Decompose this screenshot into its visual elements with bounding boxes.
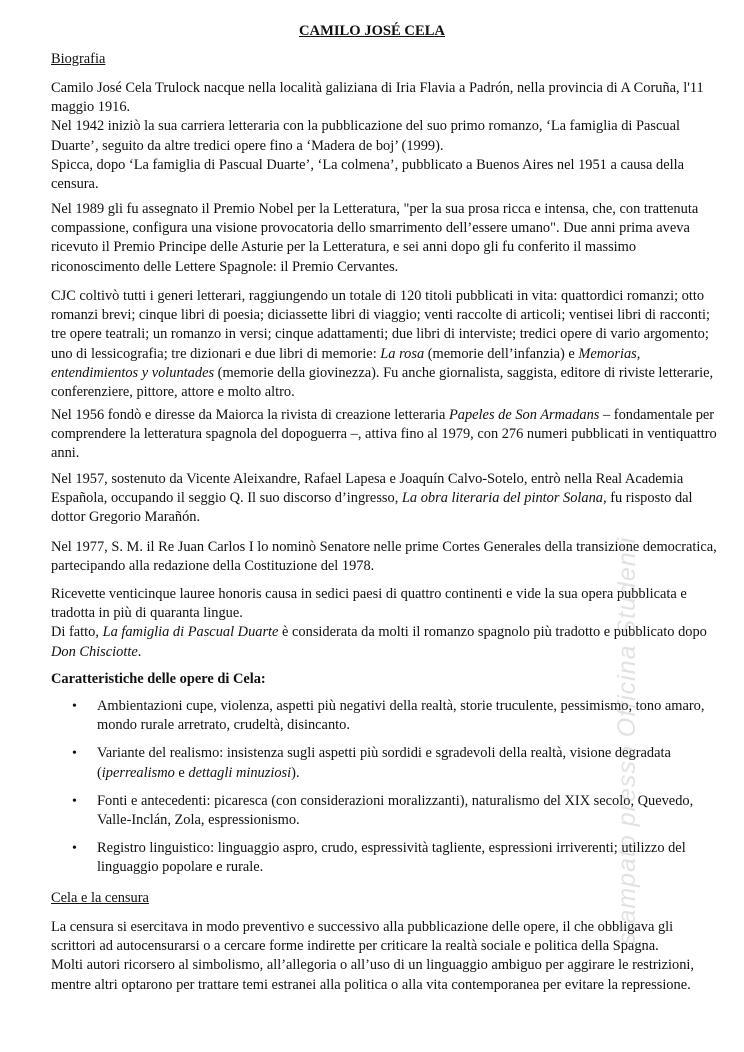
paragraph-line: La censura si esercitava in modo preventivo e successivo alla pubblicazione delle opere, il che obbligava gli scrittori ad autocensurarsi o a cercare forme indirette per criticare la realtà sociale e politica della Spagna. bbox=[51, 919, 674, 955]
text-run: Di fatto, bbox=[51, 624, 103, 641]
text-run: è considerata da molti il romanzo spagnolo più tradotto e pubblicato dopo bbox=[278, 624, 707, 641]
text-run: (memorie dell’infanzia) e bbox=[424, 345, 579, 362]
paragraph-line: Ricevette venticinque lauree honoris causa in sedici paesi di quattro continenti e vide la sua opera pubblicata e tradotta in più di quaranta lingue. bbox=[51, 586, 687, 622]
paragraph-works bbox=[51, 287, 721, 402]
text-run: CJC coltivò tutti i generi letterari, raggiungendo un totale di 120 titoli pubblicati in vita: quattordici romanzi; otto romanzi brevi; cinque libri di poesia; diciassette libri di viaggio; venti raccolte di articoli; ventisei libri di racconti; tre opere teatrali; un romanzo in versi; cinque adattamenti; due libri di interviste; tredici opere di vario argomento; uno di lessicografia; tre dizionari e due libri di memorie: bbox=[51, 288, 710, 362]
watermark-text: stampato presso Officina Studenti bbox=[613, 536, 641, 945]
paragraph-papeles bbox=[51, 406, 721, 464]
paragraph-line: Camilo José Cela Trulock nacque nella località galiziana di Iria Flavia a Padrón, nella provincia di A Coruña, l'11 maggio 1916. bbox=[51, 80, 704, 116]
text-run: – fondamentale per comprendere la letteratura spagnola del dopoguerra –, attiva fino al 1979, con 276 numeri pubblicati in ventiquattro anni. bbox=[51, 407, 717, 462]
speech-title: La obra literaria del pintor Solana bbox=[401, 490, 604, 507]
text-run: Nel 1957, sostenuto da Vicente Aleixandre, Rafael Lapesa e Joaquín Calvo-Sotelo, entrò nella Real Academia Española, occupando il seggio Q. Il suo discorso d’ingresso, bbox=[51, 471, 684, 507]
section-heading-biografia: Biografia bbox=[51, 51, 106, 67]
paragraph-nobel: Nel 1989 gli fu assegnato il Premio Nobel per la Letteratura, "per la sua prosa ricca e intensa, che, con trattenuta compassione, configura una visione provocatoria dello smarrimento dell’essere umano". Due anni prima aveva ricevuto il Premio Principe delle Asturie per la Letteratura, e sei anni dopo gli fu conferito il massimo riconoscimento delle Lettere Spagnole: il Premio Cervantes. bbox=[51, 201, 699, 275]
paragraph-line: Nel 1942 iniziò la sua carriera letteraria con la pubblicazione del suo primo romanzo, ‘La famiglia di Pascual Duarte’, seguito da altre tredici opere fino a ‘Madera de boj’ (1999). bbox=[51, 118, 680, 154]
text-run: . bbox=[137, 643, 142, 660]
paragraph-birth bbox=[51, 79, 721, 194]
text-run: (memorie della giovinezza). Fu anche giornalista, saggista, editore di riviste letterarie, conferenziere, pittore, attore e molto altro. bbox=[51, 364, 714, 401]
list-item-text: Variante del realismo: insistenza sugli aspetti più sordidi e sgradevoli della realtà, visione degradata ( bbox=[97, 745, 671, 781]
list-item bbox=[51, 697, 721, 735]
list-item-text: Ambientazioni cupe, violenza, aspetti più negativi della realtà, storie truculente, pessimismo, tono amaro, mondo rurale arretrato, crudeltà, disincanto. bbox=[97, 698, 705, 734]
list-item-text: Fonti e antecedenti: picaresca (con considerazioni moralizzanti), naturalismo del XIX secolo, Quevedo, Valle-Inclán, Zola, espressionismo. bbox=[97, 792, 694, 829]
paragraph-censura bbox=[51, 918, 721, 995]
book-title-pascual-duarte: La famiglia di Pascual Duarte bbox=[102, 624, 279, 641]
book-title-don-chisciotte: Don Chisciotte bbox=[51, 643, 138, 660]
text-run: ). bbox=[291, 764, 300, 781]
characteristics-list bbox=[51, 697, 721, 887]
text-run: Nel 1956 fondò e diresse da Maiorca la rivista di creazione letteraria bbox=[51, 407, 449, 423]
bullet-icon: • bbox=[72, 699, 77, 714]
paragraph-senatore: Nel 1977, S. M. il Re Juan Carlos I lo nominò Senatore nelle prime Cortes Generales della transizione democratica, partecipando alla redazione della Costituzione del 1978. bbox=[51, 539, 717, 575]
section-heading-censura: Cela e la censura bbox=[51, 890, 149, 906]
bullet-icon: • bbox=[72, 746, 77, 762]
italic-term: iperrealismo bbox=[101, 764, 175, 781]
book-title-la-rosa: La rosa bbox=[380, 345, 425, 362]
list-item bbox=[51, 792, 721, 830]
book-title-memorias: Memorias, entendimientos y voluntades bbox=[51, 345, 641, 381]
magazine-title: Papeles de Son Armadans bbox=[448, 407, 600, 423]
bullet-icon: • bbox=[72, 841, 77, 857]
paragraph-academia bbox=[51, 470, 721, 528]
paragraph-line: Molti autori ricorsero al simbolismo, all’allegoria o all’uso di un linguaggio ambiguo per aggirare le restrizioni, mentre altri optarono per trattare temi estranei alla politica o alla vita contemporanea per evitare la repressione. bbox=[51, 957, 695, 993]
list-item bbox=[51, 744, 721, 782]
bullet-icon: • bbox=[72, 793, 77, 809]
text-run: e bbox=[174, 764, 189, 781]
page-title: CAMILO JOSÉ CELA bbox=[299, 23, 445, 39]
paragraph-line: Spicca, dopo ‘La famiglia di Pascual Duarte’, ‘La colmena’, pubblicato a Buenos Aires nel 1951 a causa della censura. bbox=[51, 156, 684, 193]
text-run: , fu risposto dal dottor Gregorio Marañón. bbox=[51, 490, 693, 526]
paragraph-lauree bbox=[51, 585, 721, 662]
italic-term: dettagli minuziosi bbox=[188, 764, 292, 781]
list-item bbox=[51, 839, 721, 877]
section-heading-caratteristiche: Caratteristiche delle opere di Cela: bbox=[51, 671, 266, 687]
list-item-text: Registro linguistico: linguaggio aspro, crudo, espressività tagliente, espressioni irriverenti; utilizzo del linguaggio popolare e rurale. bbox=[97, 840, 686, 876]
paragraph-line bbox=[51, 623, 721, 661]
